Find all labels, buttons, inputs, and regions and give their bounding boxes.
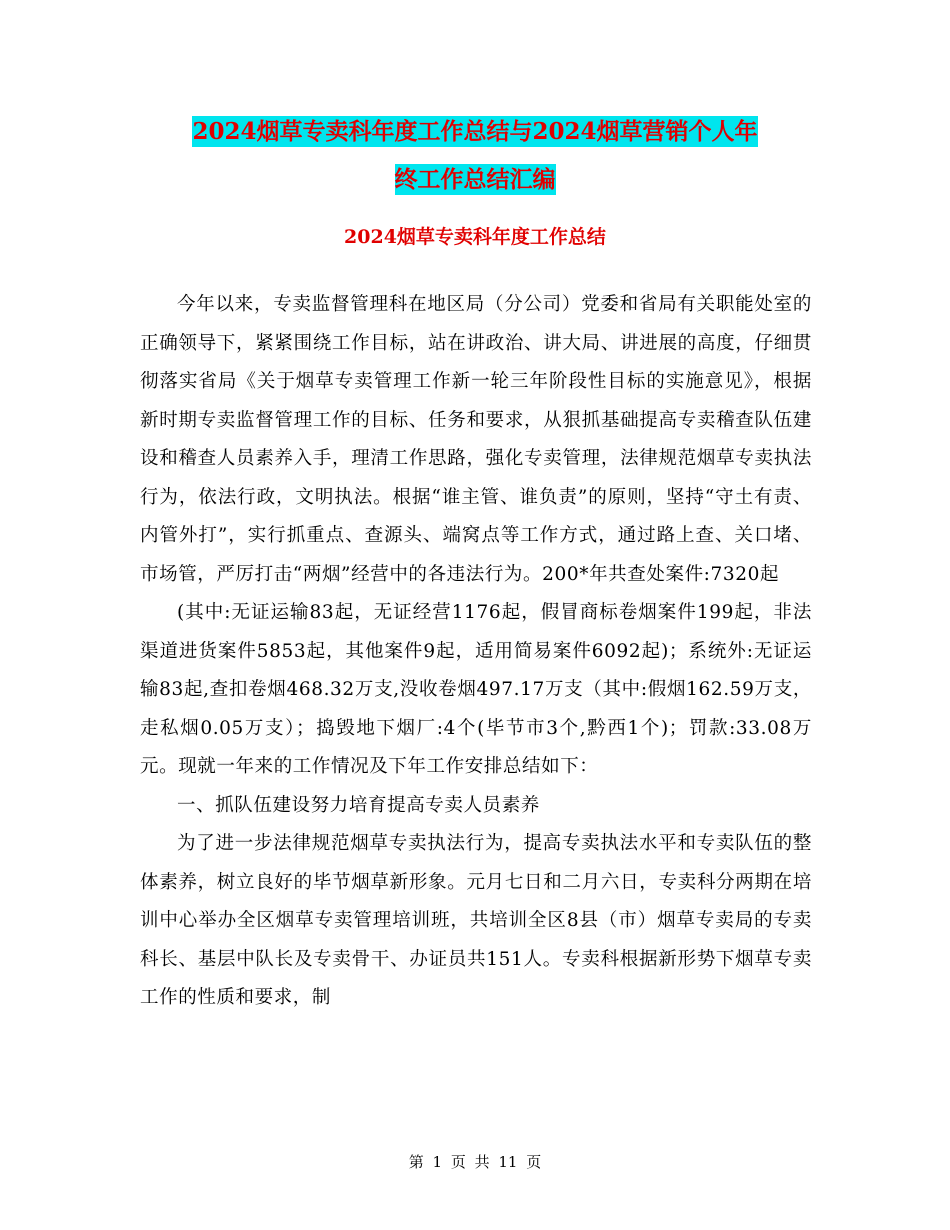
title-line-2: 终工作总结汇编 — [394, 166, 556, 193]
section-title: 2024烟草专卖科年度工作总结 — [344, 226, 606, 248]
paragraph-3-heading: 一、抓队伍建设努力培育提高专卖人员素养 — [177, 794, 540, 816]
page-footer: 第 1 页 共 11 页 — [408, 1153, 542, 1171]
document-title — [140, 108, 810, 204]
paragraph-2: (其中:无证运输83起，无证经营1176起，假冒商标卷烟案件199起，非法渠道进货案件5853起，其他案件9起，适用简易案件6092起)；系统外:无证运输83起,查扣卷烟468.32万支,没收卷烟497.17万支（其中:假烟162.59万支，走私烟0.05万支）；捣毁地下烟厂:4个(毕节市3个,黔西1个)；罚款:33.08万元。现就一年来的工作情况及下年工作安排总结如下： — [140, 602, 812, 777]
paragraph-4: 为了进一步法律规范烟草专卖执法行为，提高专卖执法水平和专卖队伍的整体素养，树立良好的毕节烟草新形象。元月七日和二月六日，专卖科分两期在培训中心举办全区烟草专卖管理培训班，共培训全区8县（市）烟草专卖局的专卖科长、基层中队长及专卖骨干、办证员共151人。专卖科根据新形势下烟草专卖工作的性质和要求，制 — [140, 833, 812, 1008]
document-body — [140, 286, 812, 1018]
title-line-1: 2024烟草专卖科年度工作总结与2024烟草营销个人年 — [192, 118, 758, 145]
paragraph-1: 今年以来，专卖监督管理科在地区局（分公司）党委和省局有关职能处室的正确领导下，紧紧围绕工作目标，站在讲政治、讲大局、讲进展的高度，仔细贯彻落实省局《关于烟草专卖管理工作新一轮三年阶段性目标的实施意见》，根据新时期专卖监督管理工作的目标、任务和要求，从狠抓基础提高专卖稽查队伍建设和稽查人员素养入手，理清工作思路，强化专卖管理，法律规范烟草专卖执法行为，依法行政，文明执法。根据“谁主管、谁负责”的原则，坚持“守土有责、内管外打”，实行抓重点、查源头、端窝点等工作方式，通过路上查、关口堵、市场管，严厉打击“两烟”经营中的各违法行为。200*年共查处案件:7320起 — [140, 294, 812, 585]
